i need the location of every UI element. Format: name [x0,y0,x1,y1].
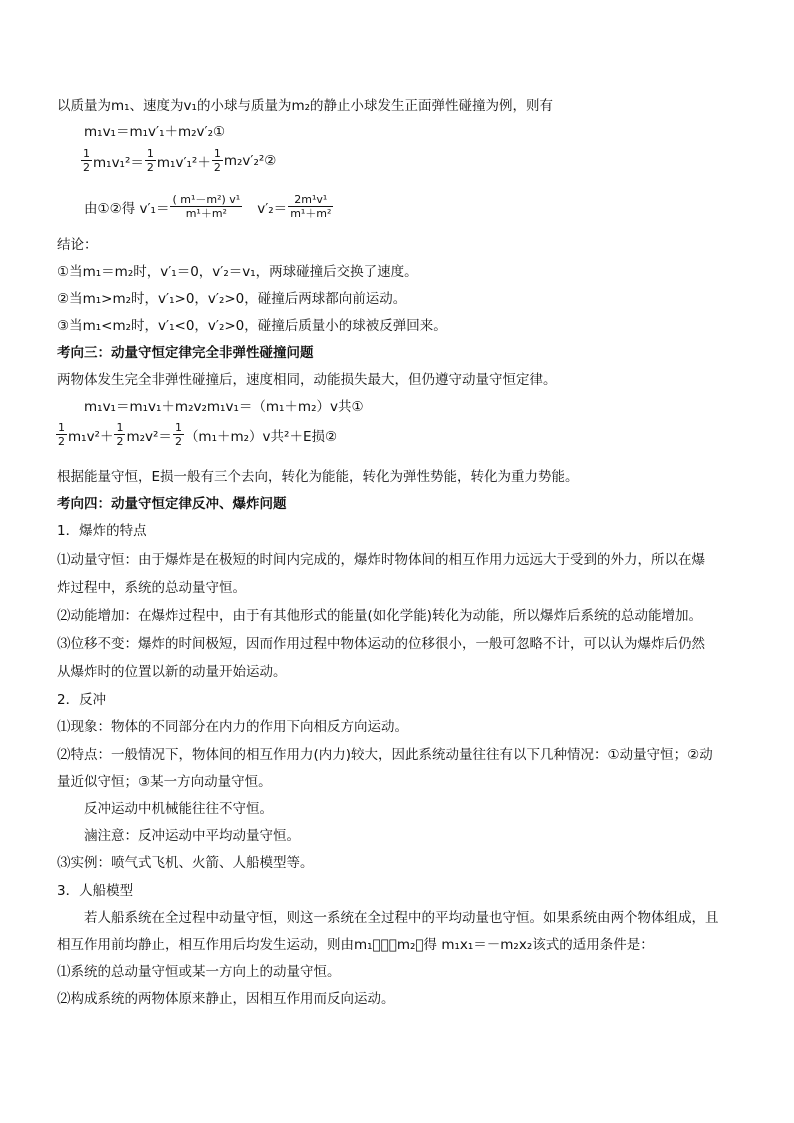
equation-solution: 由①②得 v′₁＝ $\frac{\text{( m¹－m²) v¹}}{\text{m¹＋m²}}$ v′₂＝ $\frac{\text{2m¹v¹}}{\text{m¹＋m²}}$ [84,193,332,220]
subheading-explosion: 1．爆炸的特点 [57,523,147,539]
explosion-point-2: ⑵动能增加：在爆炸过程中，由于有其他形式的能量(如化学能)转化为动能，所以爆炸后系统的总动能增加。 [57,608,703,624]
equation-inelastic-energy: $\frac{1}{2}$ m₁v²＋ $\frac{1}{2}$ m₂v²＝ $\frac{1}{2}$ （m₁＋m₂）v共²＋E损② [58,421,338,448]
fraction-half: $\frac{1}{2}$ [174,421,182,448]
fraction-half: $\frac{1}{2}$ [58,421,65,448]
fraction-v2: $\frac{\text{2m¹v¹}}{\text{m¹＋m²}}$ [290,193,332,220]
conclusion-3: ③当m₁<m₂时，v′₁<0，v′₂>0，碰撞后质量小的球被反弹回来。 [57,318,447,334]
recoil-point-2-cont: 量近似守恒；③某一方向动量守恒。 [57,774,272,790]
fraction-v1: $\frac{\text{( m¹－m²) v¹}}{\text{m¹＋m²}}$ [172,193,241,220]
fraction-half: $\frac{1}{2}$ [116,421,124,448]
explosion-point-3-cont: 从爆炸时的位置以新的动量开始运动。 [57,664,287,680]
paragraph-energy-loss: 根据能量守恒，E损一般有三个去向，转化为能能，转化为弹性势能，转化为重力势能。 [57,469,579,485]
recoil-point-3: ⑶实例：喷气式飞机、火箭、人船模型等。 [57,855,314,871]
fraction-half: $\frac{1}{2}$ [83,147,90,174]
conclusion-title: 结论： [57,237,98,253]
subheading-boat-model: 3．人船模型 [57,883,134,899]
recoil-note-average: 滷注意：反冲运动中平均动量守恒。 [84,828,300,844]
recoil-note-energy: 反冲运动中机械能往往不守恒。 [84,801,273,817]
boat-model-text-cont: 相互作用前均静止，相互作用后均发生运动，则由m₁􏰀＝－m₂􏰀得 m₁x₁＝－m₂x₂该式的适用条件是： [57,937,654,953]
intro-text: 以质量为m₁、速度为v₁的小球与质量为m₂的静止小球发生正面弹性碰撞为例，则有 [57,98,554,114]
boat-condition-1: ⑴系统的总动量守恒或某一方向上的动量守恒。 [57,964,341,980]
equation-inelastic-momentum: m₁v₁＝m₁v₁＋m₂v₂m₁v₁＝（m₁＋m₂）v共① [84,399,364,415]
recoil-point-1: ⑴现象：物体的不同部分在内力的作用下向相反方向运动。 [57,719,408,735]
section-heading-3: 考向三：动量守恒定律完全非弹性碰撞问题 [57,345,314,361]
explosion-point-1: ⑴动量守恒：由于爆炸是在极短的时间内完成的，爆炸时物体间的相互作用力远远大于受到的外力，所以在爆 [57,552,705,568]
paragraph-inelastic: 两物体发生完全非弹性碰撞后，速度相同，动能损失最大，但仍遵守动量守恒定律。 [57,372,557,388]
conclusion-2: ②当m₁>m₂时，v′₁>0，v′₂>0，碰撞后两球都向前运动。 [57,291,407,307]
explosion-point-3: ⑶位移不变：爆炸的时间极短，因而作用过程中物体运动的位移很小，一般可忽略不计，可以认为爆炸后仍然 [57,636,705,652]
explosion-point-1-cont: 炸过程中，系统的总动量守恒。 [57,580,246,596]
equation-momentum: m₁v₁＝m₁v′₁＋m₂v′₂① [84,124,226,140]
equation-energy: $\frac{1}{2}$ m₁v₁²＝ $\frac{1}{2}$ m₁v′₁²＋ $\frac{1}{2}$ m₂v′₂²② [83,147,277,174]
subheading-recoil: 2．反冲 [57,692,107,708]
section-heading-4: 考向四：动量守恒定律反冲、爆炸问题 [57,496,287,512]
boat-condition-2: ⑵构成系统的两物体原来静止，因相互作用而反向运动。 [57,991,395,1007]
fraction-half: $\frac{1}{2}$ [213,147,221,174]
conclusion-1: ①当m₁＝m₂时，v′₁＝0，v′₂＝v₁，两球碰撞后交换了速度。 [57,264,418,280]
recoil-point-2: ⑵特点：一般情况下，物体间的相互作用力(内力)较大，因此系统动量往往有以下几种情况：①动量守恒；②动 [57,747,713,763]
boat-model-text: 若人船系统在全过程中动量守恒，则这一系统在全过程中的平均动量也守恒。如果系统由两个物体组成，且 [84,910,719,926]
fraction-half: $\frac{1}{2}$ [146,147,154,174]
